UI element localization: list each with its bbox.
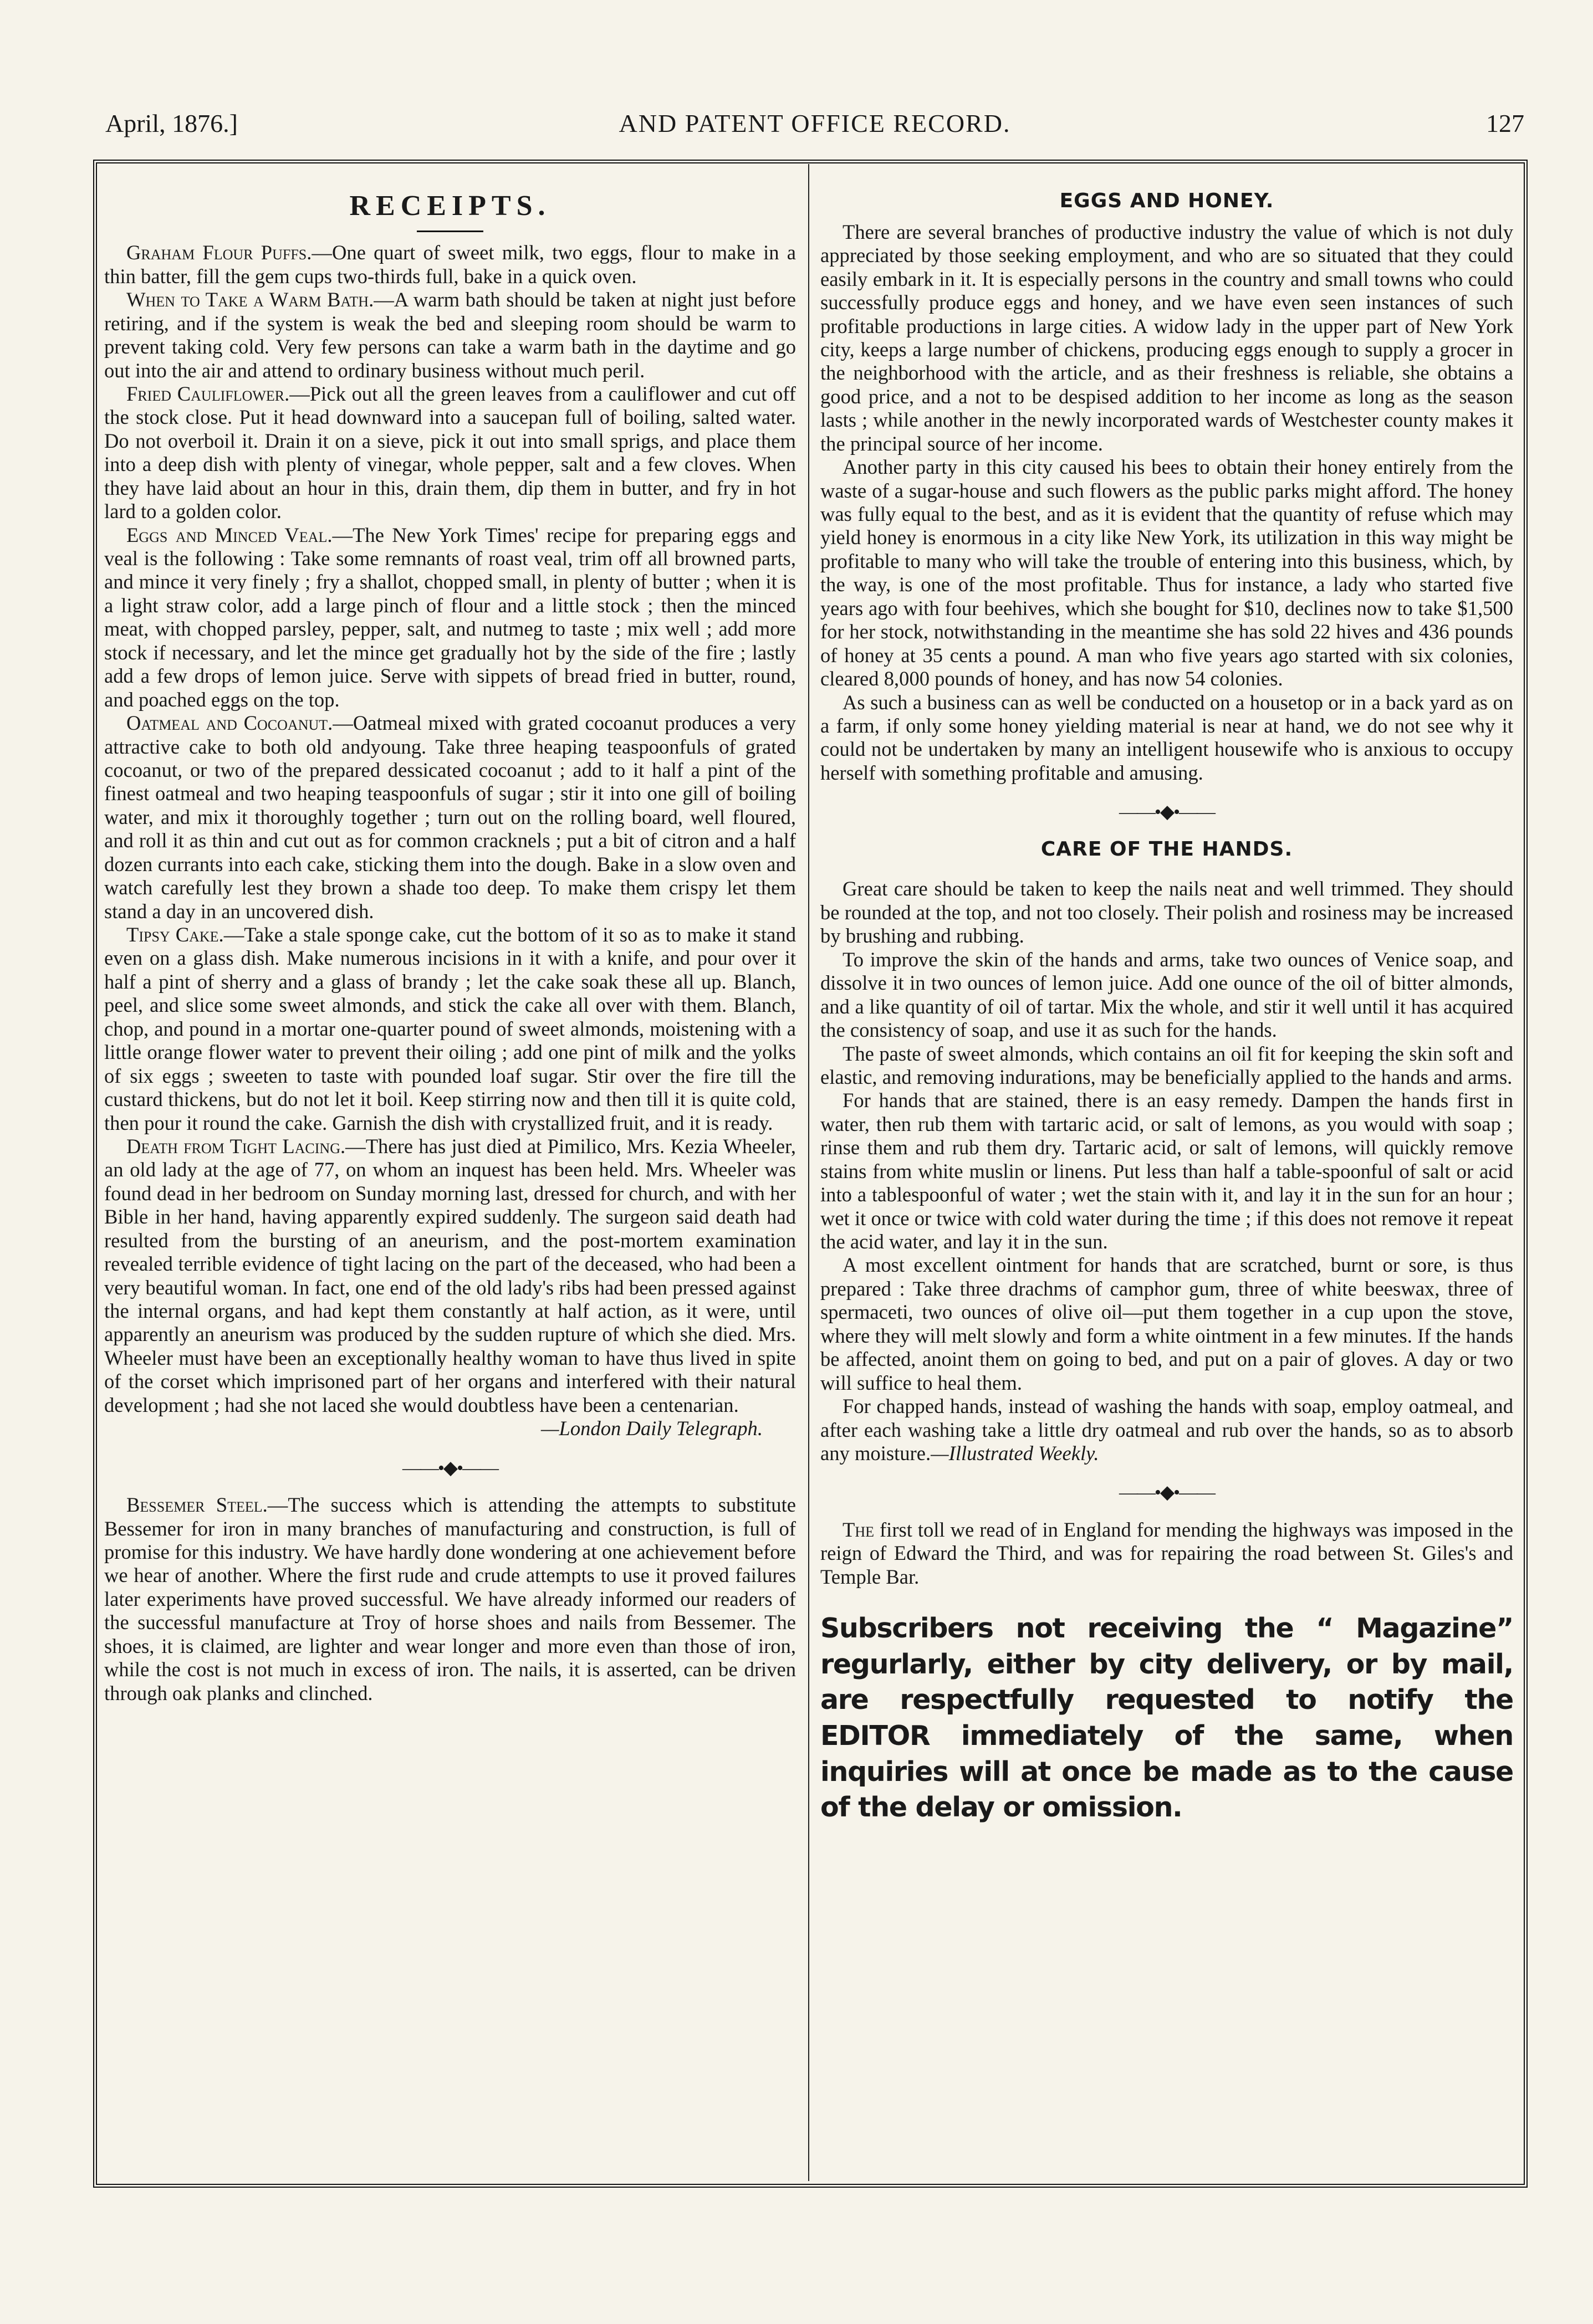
hands-paragraph: Great care should be taken to keep the nails neat and well trimmed. They should be rounded at the top, and not too closely. Their polish and rosiness may be increased by brushing and rubbing. <box>820 877 1513 948</box>
header-date: April, 1876.] <box>105 109 238 137</box>
article-bessemer-steel: Bessemer Steel.—The success which is attending the attempts to substitute Bessemer for iron in many branches of manufacturing and construction, is full of promise for this industry. We have hardly done wondering at one achievement before we hear of another. Where the first rude and crude attempts to use it proved failures later experiments have proved successful. We have already informed our readers of the successful manufacture at Troy of horse shoes and nails from Bessemer. The shoes, it is claimed, are lighter and wear longer and more even than those of iron, while the cost is not much in excess of iron. The nails, it is asserted, can be driven through oak planks and clinched. <box>104 1493 796 1704</box>
receipt-tipsy-cake: Tipsy Cake.—Take a stale sponge cake, cut the bottom of it so as to make it stand even on a glass dish. Make numerous incisions in it with a knife, and pour over it half a pint of sherry and a glass of brandy ; let the cake soak these all up. Blanch, peel, and slice some sweet almonds, and stick the cake all over with them. Blanch, chop, and pound in a mortar one-quarter pound of sweet almonds, moistening with a little orange flower water to prevent their oiling ; add one pint of milk and the yolks of six eggs ; sweeten to taste with pounded loaf sugar. Stir over the fire till the custard thickens, but do not let it boil. Keep stirring now and then till it is quite cold, then pour it round the cake. Garnish the dish with crystallized fruit, and it is ready. <box>104 923 796 1134</box>
hands-paragraph: For chapped hands, instead of washing the hands with soap, employ oatmeal, and after each washing take a little dry oatmeal and rub over the hands, so as to absorb any moisture.—Illustrated Weekly. <box>820 1395 1513 1465</box>
ornament-divider: ——•◆•—— <box>402 1457 498 1478</box>
eggs-honey-heading: EGGS AND HONEY. <box>1059 190 1274 212</box>
ornament-divider: ——•◆•—— <box>1119 1482 1214 1503</box>
attribution-telegraph: —London Daily Telegraph. <box>540 1417 763 1440</box>
receipt-oatmeal-cocoanut: Oatmeal and Cocoanut.—Oatmeal mixed with grated cocoanut produces a very attractive cake to both old andyoung. Take three heaping teaspoonfuls of grated cocoanut, or two of the prepared dessicated cocoanut ; add to it half a pint of the finest oatmeal and two heaping teaspoonfuls of sugar ; stir it into one gill of boiling water, and mix it thoroughly together ; turn out on the rolling board, well floured, and roll it as thin and cut out as for common cracknels ; put a bit of citron and a half dozen currants into each cake, sticking them into the dough. Bake in a slow oven and watch carefully lest they brown a shade too deep. To make them crispy let them stand a day in an uncovered dish. <box>104 711 796 923</box>
care-hands-heading: CARE OF THE HANDS. <box>1040 837 1293 861</box>
left-column <box>104 175 796 2175</box>
receipt-warm-bath: When to Take a Warm Bath.—A warm bath should be taken at night just before retiring, and if the system is weak the bed and sleeping room should be warm to prevent taking cold. Very few persons can take a warm bath in the daytime and go out into the air and attend to ordinary business without much peril. <box>104 288 796 382</box>
ornament-divider: ——•◆•—— <box>1119 802 1214 823</box>
hands-paragraph: A most excellent ointment for hands that are scratched, burnt or sore, is thus prepared : Take three drachms of camphor gum, three of white beeswax, three of spermaceti, two ounces of olive oil—put them together in a cup upon the stove, where they will melt slowly and form a white ointment in a few minutes. If the hands be affected, anoint them on going to bed, and put on a pair of gloves. A day or two will suffice to heal them. <box>820 1253 1513 1394</box>
receipt-eggs-minced-veal: Eggs and Minced Veal.—The New York Times' recipe for preparing eggs and veal is the following : Take some remnants of roast veal, trim off all browned parts, and mince it very finely ; fry a shallot, chopped small, in plenty of butter ; when it is a light straw color, add a large pinch of flour and a little stock ; then the minced meat, with chopped parsley, pepper, salt, and nutmeg to taste ; mix well ; add more stock if necessary, and let the mince get gradually hot by the side of the fire ; lastly add a few drops of lemon juice. Serve with sippets of bread fried in butter, round, and poached eggs on the top. <box>104 523 796 711</box>
column-divider <box>808 164 809 2181</box>
eggs-paragraph: As such a business can as well be conducted on a housetop or in a back yard as on a farm, if only some honey yielding material is near at hand, we do not see why it could not be undertaken by many an intelligent housewife who is anxious to occupy herself with something profitable and amusing. <box>820 690 1513 784</box>
eggs-paragraph: Another party in this city caused his bees to obtain their honey entirely from the waste of a sugar-house and such flowers as the public parks might afford. The honey was fully equal to the best, and as it is evident that the quantity of refuse which may yield honey is enormous in a city like New York, its utilization in this way might be profitable to many who will take the trouble of entering into this business, which, by the way, is one of the most profitable. Thus for instance, a lady who started five years ago with four beehives, which she bought for $10, declines now to take $1,500 for her stock, notwithstanding in the meantime she has sold 22 hives and 436 pounds of honey at 35 cents a pound. A man who five years ago started with six colonies, cleared 8,000 pounds of honey, and has now 54 colonies. <box>820 455 1513 690</box>
article-first-toll: The first toll we read of in England for mending the highways was imposed in the reign of Edward the Third, and was for repairing the road between St. Giles's and Temple Bar. <box>820 1518 1513 1588</box>
heading-rule <box>417 231 483 232</box>
article-tight-lacing: Death from Tight Lacing.—There has just died at Pimilico, Mrs. Kezia Wheeler, an old lady at the age of 77, on whom an inquest has been held. Mrs. Wheeler was found dead in her bedroom on Sunday morning last, dressed for church, and with her Bible in her hand, having apparently expired suddenly. The surgeon said death had resulted from the bursting of an aneurism, and the post-mortem examination revealed terrible evidence of tight lacing on the part of the deceased, who had been a very beautiful woman. In fact, one end of the old lady's ribs had been pressed against the internal organs, and had kept them constantly at half action, as it were, until apparently an aneurism was produced by the sudden rupture of which she died. Mrs. Wheeler must have been an exceptionally healthy woman to have thus lived in spite of the corset which imprisoned part of her organs and interfered with their natural development ; had she not laced she would doubtless have been a centenarian. <box>104 1134 796 1416</box>
eggs-paragraph: There are several branches of productive industry the value of which is not duly appreciated by those seeking employment, and who are so situated that they could easily embark in it. It is especially persons in the country and small towns who could successfully produce eggs and honey, and we have even seen instances of such profitable productions in large cities. A widow lady in the upper part of New York city, keeps a large number of chickens, producing eggs enough to supply a grocer in the neighborhood with the article, and as their freshness is reliable, she obtains a good price, and a not to be despised addition to her income as long as the season lasts ; while another in the newly incorporated wards of Westchester county makes it the principal source of her income. <box>820 220 1513 455</box>
page-number: 127 <box>1486 109 1524 137</box>
right-column <box>820 175 1513 2175</box>
receipt-graham-flour-puffs: Graham Flour Puffs.—One quart of sweet milk, two eggs, flour to make in a thin batter, fill the gem cups two-thirds full, bake in a quick oven. <box>104 241 796 288</box>
receipt-fried-cauliflower: Fried Cauliflower.—Pick out all the green leaves from a cauliflower and cut off the stock close. Put it head downward into a saucepan full of boiling, salted water. Do not overboil it. Drain it on a sieve, pick it out into small sprigs, and place them into a deep dish with plenty of vinegar, whole pepper, salt and a few cloves. When they have laid about an hour in this, drain them, dip them in butter, and fry in hot lard to a golden color. <box>104 382 796 523</box>
hands-paragraph: The paste of sweet almonds, which contains an oil fit for keeping the skin soft and elastic, and removing indurations, may be beneficially applied to the hands and arms. <box>820 1042 1513 1088</box>
header-title: AND PATENT OFFICE RECORD. <box>619 109 1011 137</box>
hands-paragraph: To improve the skin of the hands and arms, take two ounces of Venice soap, and dissolve it in two ounces of lemon juice. Add one ounce of the oil of bitter almonds, and a like quantity of oil of tartar. Mix the whole, and stir it well until it has acquired the consistency of soap, and use it as such for the hands. <box>820 948 1513 1042</box>
running-header <box>105 109 1524 144</box>
receipts-heading: RECEIPTS. <box>349 190 551 222</box>
attribution-weekly: —Illustrated Weekly. <box>931 1441 1099 1465</box>
subscriber-notice: Subscribers not receiving the “ Magazine” regurlarly, either by city delivery, or by mail, are respectfully requested to notify the EDITOR immediately of the same, when inquiries will at once be made as to the cause of the delay or omission. <box>820 1613 1513 1824</box>
hands-paragraph: For hands that are stained, there is an easy remedy. Dampen the hands first in water, then rub them with tartaric acid, or salt of lemons, as you would with soap ; rinse them and rub them dry. Tartaric acid, or salt of lemons, will quickly remove stains from white muslin or linens. Put less than half a table-spoonful of salt or acid into a tablespoonful of water ; wet the stain with it, and lay it in the sun for an hour ; wet it once or twice with cold water during the time ; if this does not remove it repeat the acid water, and lay it in the sun. <box>820 1089 1513 1253</box>
